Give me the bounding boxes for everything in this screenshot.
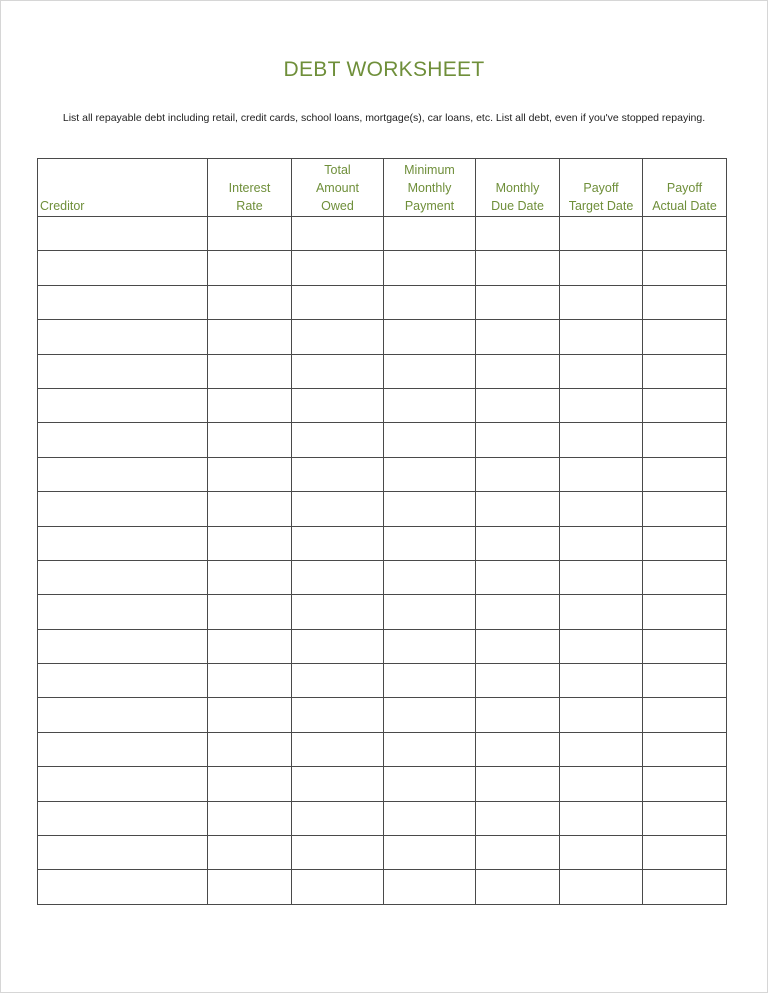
page-title: DEBT WORKSHEET bbox=[283, 58, 485, 81]
cell-minimum-monthly-payment[interactable] bbox=[384, 629, 476, 663]
cell-minimum-monthly-payment[interactable] bbox=[384, 285, 476, 319]
cell-monthly-due-date[interactable] bbox=[476, 595, 560, 629]
table-row bbox=[38, 457, 727, 491]
table-row bbox=[38, 320, 727, 354]
cell-payoff-actual-date[interactable] bbox=[643, 870, 727, 904]
cell-creditor[interactable] bbox=[38, 664, 208, 698]
cell-total-amount-owed[interactable] bbox=[292, 251, 384, 285]
cell-payoff-target-date[interactable] bbox=[560, 801, 643, 835]
table-row bbox=[38, 526, 727, 560]
cell-payoff-target-date[interactable] bbox=[560, 664, 643, 698]
cell-monthly-due-date[interactable] bbox=[476, 217, 560, 251]
col-header-total-amount-owed: Total Amount Owed bbox=[292, 159, 384, 217]
cell-creditor[interactable] bbox=[38, 492, 208, 526]
cell-payoff-actual-date[interactable] bbox=[643, 836, 727, 870]
cell-payoff-actual-date[interactable] bbox=[643, 526, 727, 560]
cell-creditor[interactable] bbox=[38, 388, 208, 422]
table-body bbox=[38, 217, 727, 905]
cell-creditor[interactable] bbox=[38, 698, 208, 732]
cell-monthly-due-date[interactable] bbox=[476, 560, 560, 594]
table-row bbox=[38, 629, 727, 663]
cell-total-amount-owed[interactable] bbox=[292, 388, 384, 422]
cell-creditor[interactable] bbox=[38, 457, 208, 491]
cell-minimum-monthly-payment[interactable] bbox=[384, 801, 476, 835]
cell-minimum-monthly-payment[interactable] bbox=[384, 492, 476, 526]
cell-payoff-target-date[interactable] bbox=[560, 423, 643, 457]
cell-creditor[interactable] bbox=[38, 320, 208, 354]
cell-total-amount-owed[interactable] bbox=[292, 836, 384, 870]
cell-payoff-target-date[interactable] bbox=[560, 698, 643, 732]
cell-interest-rate[interactable] bbox=[208, 732, 292, 766]
cell-minimum-monthly-payment[interactable] bbox=[384, 320, 476, 354]
cell-payoff-target-date[interactable] bbox=[560, 629, 643, 663]
cell-minimum-monthly-payment[interactable] bbox=[384, 354, 476, 388]
col-header-minimum-monthly-payment: Minimum Monthly Payment bbox=[384, 159, 476, 217]
cell-minimum-monthly-payment[interactable] bbox=[384, 560, 476, 594]
cell-total-amount-owed[interactable] bbox=[292, 320, 384, 354]
cell-creditor[interactable] bbox=[38, 526, 208, 560]
cell-monthly-due-date[interactable] bbox=[476, 870, 560, 904]
cell-interest-rate[interactable] bbox=[208, 320, 292, 354]
cell-payoff-actual-date[interactable] bbox=[643, 354, 727, 388]
cell-minimum-monthly-payment[interactable] bbox=[384, 870, 476, 904]
cell-total-amount-owed[interactable] bbox=[292, 870, 384, 904]
col-header-payoff-target-date: Payoff Target Date bbox=[560, 159, 643, 217]
cell-interest-rate[interactable] bbox=[208, 251, 292, 285]
cell-total-amount-owed[interactable] bbox=[292, 354, 384, 388]
cell-monthly-due-date[interactable] bbox=[476, 664, 560, 698]
cell-interest-rate[interactable] bbox=[208, 526, 292, 560]
table-row bbox=[38, 492, 727, 526]
cell-monthly-due-date[interactable] bbox=[476, 388, 560, 422]
cell-interest-rate[interactable] bbox=[208, 767, 292, 801]
cell-monthly-due-date[interactable] bbox=[476, 285, 560, 319]
cell-payoff-actual-date[interactable] bbox=[643, 217, 727, 251]
cell-payoff-actual-date[interactable] bbox=[643, 388, 727, 422]
cell-interest-rate[interactable] bbox=[208, 285, 292, 319]
header-row bbox=[38, 159, 727, 217]
cell-total-amount-owed[interactable] bbox=[292, 423, 384, 457]
cell-payoff-target-date[interactable] bbox=[560, 560, 643, 594]
table-row bbox=[38, 251, 727, 285]
cell-monthly-due-date[interactable] bbox=[476, 251, 560, 285]
cell-interest-rate[interactable] bbox=[208, 354, 292, 388]
cell-creditor[interactable] bbox=[38, 354, 208, 388]
cell-payoff-target-date[interactable] bbox=[560, 526, 643, 560]
cell-minimum-monthly-payment[interactable] bbox=[384, 595, 476, 629]
table-row bbox=[38, 767, 727, 801]
cell-total-amount-owed[interactable] bbox=[292, 629, 384, 663]
cell-minimum-monthly-payment[interactable] bbox=[384, 698, 476, 732]
cell-interest-rate[interactable] bbox=[208, 595, 292, 629]
cell-interest-rate[interactable] bbox=[208, 836, 292, 870]
cell-payoff-actual-date[interactable] bbox=[643, 320, 727, 354]
cell-payoff-actual-date[interactable] bbox=[643, 251, 727, 285]
debt-table bbox=[37, 158, 727, 905]
cell-creditor[interactable] bbox=[38, 836, 208, 870]
cell-payoff-target-date[interactable] bbox=[560, 492, 643, 526]
table-row bbox=[38, 595, 727, 629]
cell-payoff-actual-date[interactable] bbox=[643, 801, 727, 835]
cell-interest-rate[interactable] bbox=[208, 801, 292, 835]
cell-monthly-due-date[interactable] bbox=[476, 423, 560, 457]
cell-total-amount-owed[interactable] bbox=[292, 560, 384, 594]
cell-interest-rate[interactable] bbox=[208, 492, 292, 526]
cell-creditor[interactable] bbox=[38, 560, 208, 594]
cell-interest-rate[interactable] bbox=[208, 870, 292, 904]
cell-payoff-actual-date[interactable] bbox=[643, 285, 727, 319]
table-row bbox=[38, 388, 727, 422]
cell-minimum-monthly-payment[interactable] bbox=[384, 251, 476, 285]
cell-creditor[interactable] bbox=[38, 251, 208, 285]
cell-minimum-monthly-payment[interactable] bbox=[384, 836, 476, 870]
cell-monthly-due-date[interactable] bbox=[476, 629, 560, 663]
cell-payoff-actual-date[interactable] bbox=[643, 457, 727, 491]
cell-payoff-actual-date[interactable] bbox=[643, 560, 727, 594]
cell-total-amount-owed[interactable] bbox=[292, 767, 384, 801]
cell-total-amount-owed[interactable] bbox=[292, 526, 384, 560]
cell-payoff-target-date[interactable] bbox=[560, 251, 643, 285]
cell-payoff-target-date[interactable] bbox=[560, 388, 643, 422]
cell-payoff-actual-date[interactable] bbox=[643, 767, 727, 801]
cell-minimum-monthly-payment[interactable] bbox=[384, 732, 476, 766]
table-row bbox=[38, 836, 727, 870]
cell-interest-rate[interactable] bbox=[208, 217, 292, 251]
cell-creditor[interactable] bbox=[38, 767, 208, 801]
table-row bbox=[38, 354, 727, 388]
cell-creditor[interactable] bbox=[38, 801, 208, 835]
cell-total-amount-owed[interactable] bbox=[292, 732, 384, 766]
cell-payoff-target-date[interactable] bbox=[560, 285, 643, 319]
cell-monthly-due-date[interactable] bbox=[476, 526, 560, 560]
cell-interest-rate[interactable] bbox=[208, 560, 292, 594]
cell-payoff-target-date[interactable] bbox=[560, 870, 643, 904]
cell-monthly-due-date[interactable] bbox=[476, 457, 560, 491]
cell-creditor[interactable] bbox=[38, 629, 208, 663]
cell-monthly-due-date[interactable] bbox=[476, 836, 560, 870]
cell-creditor[interactable] bbox=[38, 870, 208, 904]
cell-payoff-target-date[interactable] bbox=[560, 457, 643, 491]
cell-creditor[interactable] bbox=[38, 423, 208, 457]
table-row bbox=[38, 217, 727, 251]
table-row bbox=[38, 698, 727, 732]
cell-minimum-monthly-payment[interactable] bbox=[384, 388, 476, 422]
cell-payoff-target-date[interactable] bbox=[560, 732, 643, 766]
cell-total-amount-owed[interactable] bbox=[292, 801, 384, 835]
cell-total-amount-owed[interactable] bbox=[292, 217, 384, 251]
cell-payoff-target-date[interactable] bbox=[560, 836, 643, 870]
cell-payoff-actual-date[interactable] bbox=[643, 423, 727, 457]
table-row bbox=[38, 801, 727, 835]
cell-minimum-monthly-payment[interactable] bbox=[384, 217, 476, 251]
cell-interest-rate[interactable] bbox=[208, 629, 292, 663]
col-header-monthly-due-date: Monthly Due Date bbox=[476, 159, 560, 217]
cell-monthly-due-date[interactable] bbox=[476, 767, 560, 801]
cell-creditor[interactable] bbox=[38, 217, 208, 251]
cell-interest-rate[interactable] bbox=[208, 423, 292, 457]
cell-minimum-monthly-payment[interactable] bbox=[384, 664, 476, 698]
table-row bbox=[38, 423, 727, 457]
cell-minimum-monthly-payment[interactable] bbox=[384, 526, 476, 560]
table-row bbox=[38, 870, 727, 904]
cell-payoff-actual-date[interactable] bbox=[643, 492, 727, 526]
cell-minimum-monthly-payment[interactable] bbox=[384, 767, 476, 801]
cell-total-amount-owed[interactable] bbox=[292, 285, 384, 319]
cell-creditor[interactable] bbox=[38, 595, 208, 629]
instructions-text: List all repayable debt including retail, credit cards, school loans, mortgage(s), car loans, etc. List all debt, even if you've stopped repaying. bbox=[62, 112, 706, 124]
cell-payoff-actual-date[interactable] bbox=[643, 595, 727, 629]
col-header-payoff-actual-date: Payoff Actual Date bbox=[643, 159, 727, 217]
cell-total-amount-owed[interactable] bbox=[292, 698, 384, 732]
cell-payoff-actual-date[interactable] bbox=[643, 732, 727, 766]
table-row bbox=[38, 664, 727, 698]
cell-payoff-target-date[interactable] bbox=[560, 595, 643, 629]
cell-monthly-due-date[interactable] bbox=[476, 320, 560, 354]
cell-payoff-actual-date[interactable] bbox=[643, 698, 727, 732]
cell-total-amount-owed[interactable] bbox=[292, 492, 384, 526]
cell-minimum-monthly-payment[interactable] bbox=[384, 423, 476, 457]
cell-monthly-due-date[interactable] bbox=[476, 698, 560, 732]
cell-payoff-target-date[interactable] bbox=[560, 217, 643, 251]
cell-payoff-actual-date[interactable] bbox=[643, 664, 727, 698]
cell-interest-rate[interactable] bbox=[208, 457, 292, 491]
cell-total-amount-owed[interactable] bbox=[292, 595, 384, 629]
cell-payoff-target-date[interactable] bbox=[560, 354, 643, 388]
cell-monthly-due-date[interactable] bbox=[476, 354, 560, 388]
col-header-creditor: Creditor bbox=[38, 159, 208, 217]
cell-interest-rate[interactable] bbox=[208, 664, 292, 698]
cell-creditor[interactable] bbox=[38, 285, 208, 319]
cell-minimum-monthly-payment[interactable] bbox=[384, 457, 476, 491]
cell-monthly-due-date[interactable] bbox=[476, 801, 560, 835]
cell-interest-rate[interactable] bbox=[208, 388, 292, 422]
cell-creditor[interactable] bbox=[38, 732, 208, 766]
cell-monthly-due-date[interactable] bbox=[476, 732, 560, 766]
cell-payoff-target-date[interactable] bbox=[560, 767, 643, 801]
cell-interest-rate[interactable] bbox=[208, 698, 292, 732]
cell-monthly-due-date[interactable] bbox=[476, 492, 560, 526]
table-row bbox=[38, 285, 727, 319]
col-header-interest-rate: Interest Rate bbox=[208, 159, 292, 217]
cell-payoff-actual-date[interactable] bbox=[643, 629, 727, 663]
cell-payoff-target-date[interactable] bbox=[560, 320, 643, 354]
cell-total-amount-owed[interactable] bbox=[292, 664, 384, 698]
table-row bbox=[38, 732, 727, 766]
cell-total-amount-owed[interactable] bbox=[292, 457, 384, 491]
table-row bbox=[38, 560, 727, 594]
